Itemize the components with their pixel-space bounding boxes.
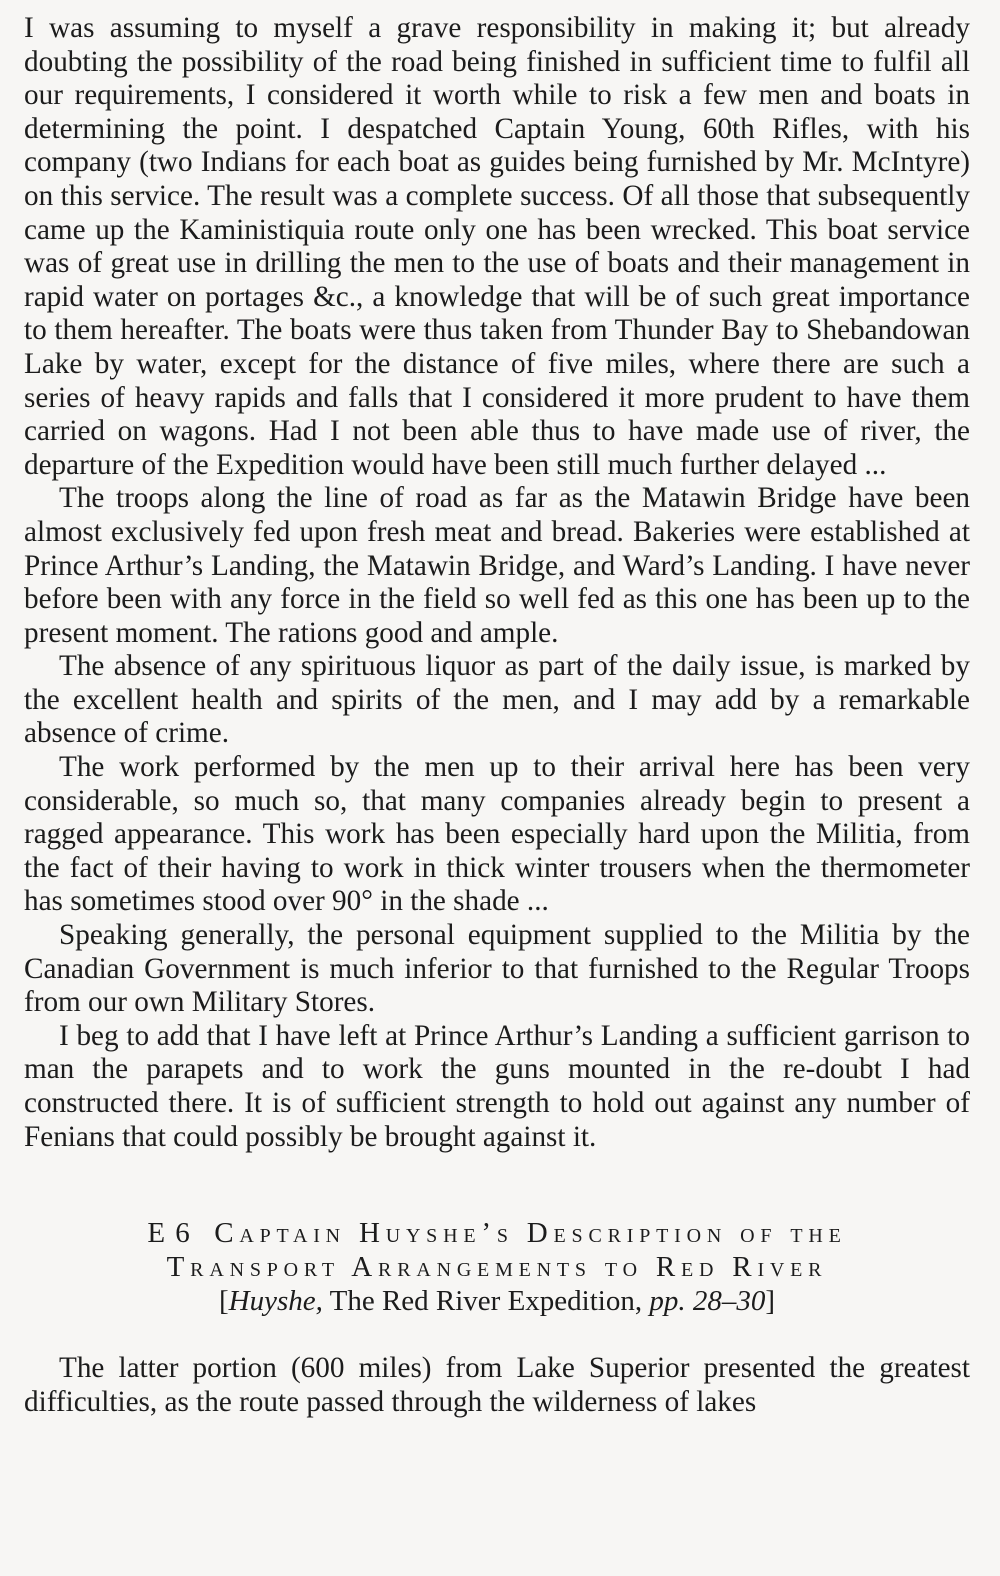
paragraph-2: The troops along the line of road as far as the Matawin Bridge have been almost exclusively fed upon fresh meat and bread. Bakeries were established at Prince Arthur’s Landing, the Matawin Bridge, and Ward’s Landing. I have never before been with any force in the field so well fed as this one has been up to the present moment. The rations good and ample. (24, 482, 970, 649)
paragraph-6: I beg to add that I have left at Prince Arthur’s Landing a sufficient garrison to man the parapets and to work the guns mounted in the re-doubt I had constructed there. It is of sufficient strength to hold out against any number of Fenians that could possibly be brought against it. (24, 1019, 970, 1153)
letter-body (24, 12, 970, 1154)
paragraph-3: The absence of any spirituous liquor as part of the daily issue, is marked by the excellent health and spirits of the men, and I may add by a remarkable absence of crime. (24, 650, 970, 750)
source-citation: [Huyshe, The Red River Expedition, pp. 28–30] (218, 1285, 776, 1318)
paragraph-1: I was assuming to myself a grave responsibility in making it; but already doubting the possibility of the road being finished in sufficient time to fulfil all our requirements, I considered it worth while to risk a few men and boats in determining the point. I despatched Captain Young, 60th Rifles, with his company (two Indians for each boat as guides being furnished by Mr. McIntyre) on this service. The result was a complete success. Of all those that subsequently came up the Kaministiquia route only one has been wrecked. This boat service was of great use in drilling the men to the use of boats and their management in rapid water on portages &c., a knowledge that will be of such great importance to them hereafter. The boats were thus taken from Thunder Bay to Shebandowan Lake by water, except for the distance of five miles, where there are such a series of heavy rapids and falls that I considered it more prudent to have them carried on wagons. Had I not been able thus to have made use of river, the departure of the Expedition would have been still much further delayed ... (24, 12, 970, 481)
section-title-part-1: Captain Huyshe’s Description of the (214, 1217, 847, 1250)
paragraph-4: The work performed by the men up to their arrival here has been very considerable, so much so, that many companies already begin to present a ragged appearance. This work has been especially hard upon the Militia, from the fact of their having to work in thick winter trousers when the thermometer has sometimes stood over 90° in the shade ... (24, 751, 970, 918)
section-number: E 6 (147, 1217, 192, 1250)
section-body (24, 1352, 970, 1419)
section-heading (24, 1216, 970, 1318)
source-author: Huyshe, (228, 1285, 323, 1318)
paragraph-5: Speaking generally, the personal equipment supplied to the Militia by the Canadian Government is much inferior to that furnished to the Regular Troops from our own Military Stores. (24, 919, 970, 1019)
section-title-line-1 (24, 1216, 970, 1250)
source-pages: pp. 28–30 (649, 1285, 766, 1318)
section-title-line-2: Transport Arrangements to Red River (166, 1251, 828, 1284)
section-paragraph-1: The latter portion (600 miles) from Lake Superior presented the greatest difficulties, as the route passed through the wilderness of lakes (24, 1352, 970, 1418)
source-title: The Red River Expedition, (329, 1285, 643, 1318)
